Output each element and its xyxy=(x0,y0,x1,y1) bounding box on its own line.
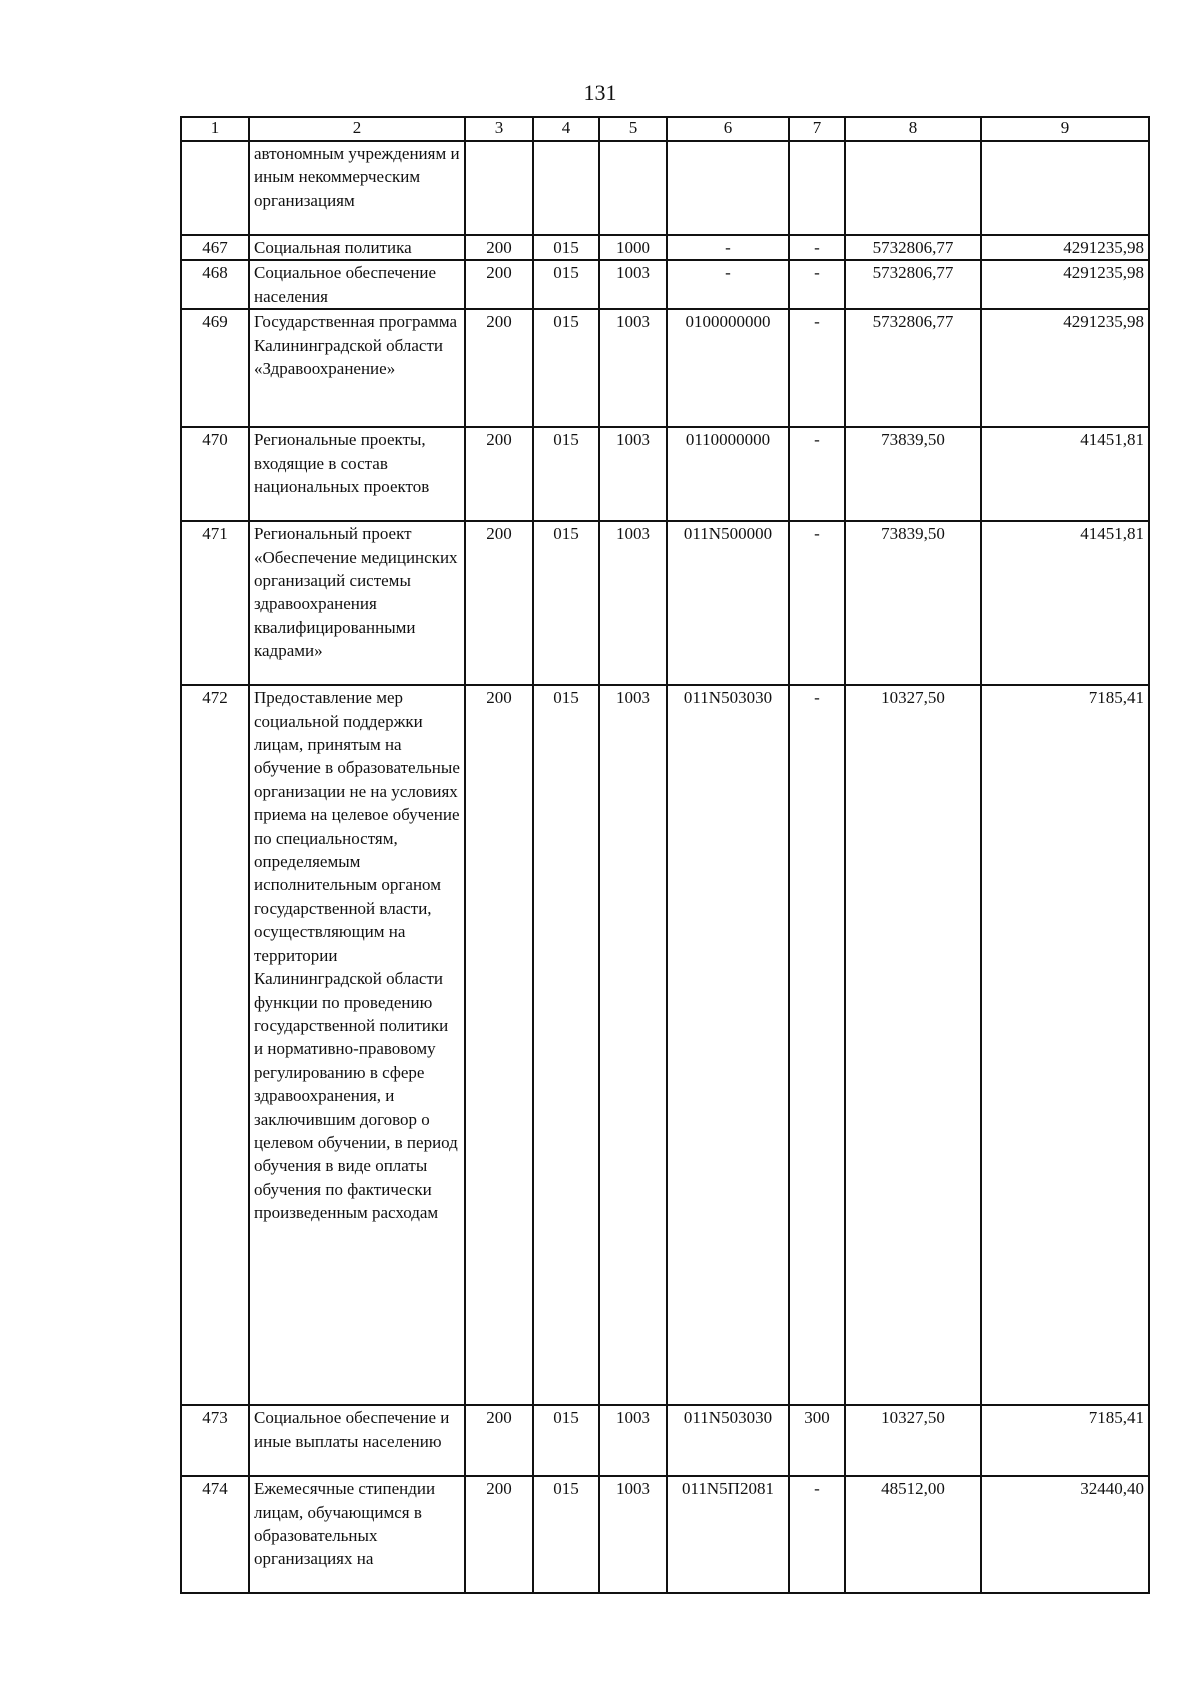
cell-col9: 41451,81 xyxy=(981,521,1149,685)
row-name: автономным учреждениям и иным некоммерческим организациям xyxy=(249,141,465,235)
cell-col5: 1003 xyxy=(599,1476,667,1593)
row-number xyxy=(181,141,249,235)
row-name: Государственная программа Калининградской области «Здравоохранение» xyxy=(249,309,465,427)
cell-col8: 5732806,77 xyxy=(845,235,981,260)
cell-col8 xyxy=(845,141,981,235)
column-header: 5 xyxy=(599,117,667,141)
cell-col7: 300 xyxy=(789,1405,845,1476)
cell-col6: 011N503030 xyxy=(667,1405,789,1476)
cell-col7: - xyxy=(789,260,845,309)
table-row xyxy=(181,685,1149,1405)
cell-col5: 1003 xyxy=(599,260,667,309)
cell-col4: 015 xyxy=(533,521,599,685)
cell-col3: 200 xyxy=(465,309,533,427)
row-number: 468 xyxy=(181,260,249,309)
cell-col3: 200 xyxy=(465,427,533,521)
budget-table xyxy=(180,116,1150,1594)
cell-col9: 4291235,98 xyxy=(981,260,1149,309)
cell-col8: 10327,50 xyxy=(845,1405,981,1476)
cell-col5 xyxy=(599,141,667,235)
column-header: 6 xyxy=(667,117,789,141)
column-header: 3 xyxy=(465,117,533,141)
cell-col7: - xyxy=(789,235,845,260)
cell-col3: 200 xyxy=(465,235,533,260)
header-row xyxy=(181,117,1149,141)
column-header: 9 xyxy=(981,117,1149,141)
row-number: 467 xyxy=(181,235,249,260)
column-header: 7 xyxy=(789,117,845,141)
cell-col3: 200 xyxy=(465,685,533,1405)
cell-col5: 1003 xyxy=(599,685,667,1405)
cell-col8: 10327,50 xyxy=(845,685,981,1405)
table-row xyxy=(181,1476,1149,1593)
cell-col6 xyxy=(667,141,789,235)
cell-col4: 015 xyxy=(533,1405,599,1476)
cell-col6: 0100000000 xyxy=(667,309,789,427)
cell-col3: 200 xyxy=(465,1405,533,1476)
cell-col4: 015 xyxy=(533,260,599,309)
cell-col6: 011N500000 xyxy=(667,521,789,685)
cell-col7 xyxy=(789,141,845,235)
cell-col5: 1003 xyxy=(599,309,667,427)
cell-col6: 011N503030 xyxy=(667,685,789,1405)
cell-col7: - xyxy=(789,1476,845,1593)
table-row xyxy=(181,235,1149,260)
cell-col5: 1000 xyxy=(599,235,667,260)
table-row xyxy=(181,141,1149,235)
column-header: 2 xyxy=(249,117,465,141)
cell-col9: 4291235,98 xyxy=(981,309,1149,427)
cell-col8: 5732806,77 xyxy=(845,309,981,427)
cell-col7: - xyxy=(789,427,845,521)
cell-col9 xyxy=(981,141,1149,235)
cell-col8: 48512,00 xyxy=(845,1476,981,1593)
row-number: 472 xyxy=(181,685,249,1405)
table-row xyxy=(181,521,1149,685)
table-row xyxy=(181,260,1149,309)
row-number: 471 xyxy=(181,521,249,685)
cell-col9: 4291235,98 xyxy=(981,235,1149,260)
cell-col6: 0110000000 xyxy=(667,427,789,521)
row-name: Региональный проект «Обеспечение медицинских организаций системы здравоохранения квалифицированными кадрами» xyxy=(249,521,465,685)
cell-col4: 015 xyxy=(533,427,599,521)
row-number: 470 xyxy=(181,427,249,521)
column-header: 4 xyxy=(533,117,599,141)
row-name: Социальное обеспечение населения xyxy=(249,260,465,309)
table-row xyxy=(181,309,1149,427)
cell-col3 xyxy=(465,141,533,235)
page-number: 131 xyxy=(583,80,617,105)
cell-col6: - xyxy=(667,235,789,260)
cell-col4: 015 xyxy=(533,685,599,1405)
row-name: Региональные проекты, входящие в состав национальных проектов xyxy=(249,427,465,521)
cell-col9: 7185,41 xyxy=(981,685,1149,1405)
cell-col8: 5732806,77 xyxy=(845,260,981,309)
cell-col8: 73839,50 xyxy=(845,521,981,685)
row-name: Предоставление мер социальной поддержки лицам, принятым на обучение в образовательные организации не на условиях приема на целевое обучение по специальностям, определяемым исполнительным органом государственной власти, осуществляющим на территории Калининградской области функции по проведению государственной политики и нормативно-правовому регулированию в сфере здравоохранения, и заключившим договор о целевом обучении, в период обучения в виде оплаты обучения по фактически произведенным расходам xyxy=(249,685,465,1405)
cell-col9: 7185,41 xyxy=(981,1405,1149,1476)
cell-col6: 011N5П2081 xyxy=(667,1476,789,1593)
cell-col4: 015 xyxy=(533,1476,599,1593)
row-number: 474 xyxy=(181,1476,249,1593)
cell-col9: 32440,40 xyxy=(981,1476,1149,1593)
table-row xyxy=(181,427,1149,521)
cell-col5: 1003 xyxy=(599,521,667,685)
cell-col5: 1003 xyxy=(599,427,667,521)
cell-col6: - xyxy=(667,260,789,309)
row-name: Социальная политика xyxy=(249,235,465,260)
cell-col8: 73839,50 xyxy=(845,427,981,521)
cell-col7: - xyxy=(789,309,845,427)
cell-col3: 200 xyxy=(465,521,533,685)
cell-col4: 015 xyxy=(533,309,599,427)
cell-col7: - xyxy=(789,685,845,1405)
cell-col3: 200 xyxy=(465,1476,533,1593)
table-row xyxy=(181,1405,1149,1476)
row-number: 473 xyxy=(181,1405,249,1476)
cell-col7: - xyxy=(789,521,845,685)
cell-col9: 41451,81 xyxy=(981,427,1149,521)
column-header: 1 xyxy=(181,117,249,141)
row-name: Социальное обеспечение и иные выплаты населению xyxy=(249,1405,465,1476)
row-name: Ежемесячные стипендии лицам, обучающимся в образовательных организациях на xyxy=(249,1476,465,1593)
cell-col5: 1003 xyxy=(599,1405,667,1476)
column-header: 8 xyxy=(845,117,981,141)
row-number: 469 xyxy=(181,309,249,427)
cell-col4 xyxy=(533,141,599,235)
cell-col4: 015 xyxy=(533,235,599,260)
cell-col3: 200 xyxy=(465,260,533,309)
